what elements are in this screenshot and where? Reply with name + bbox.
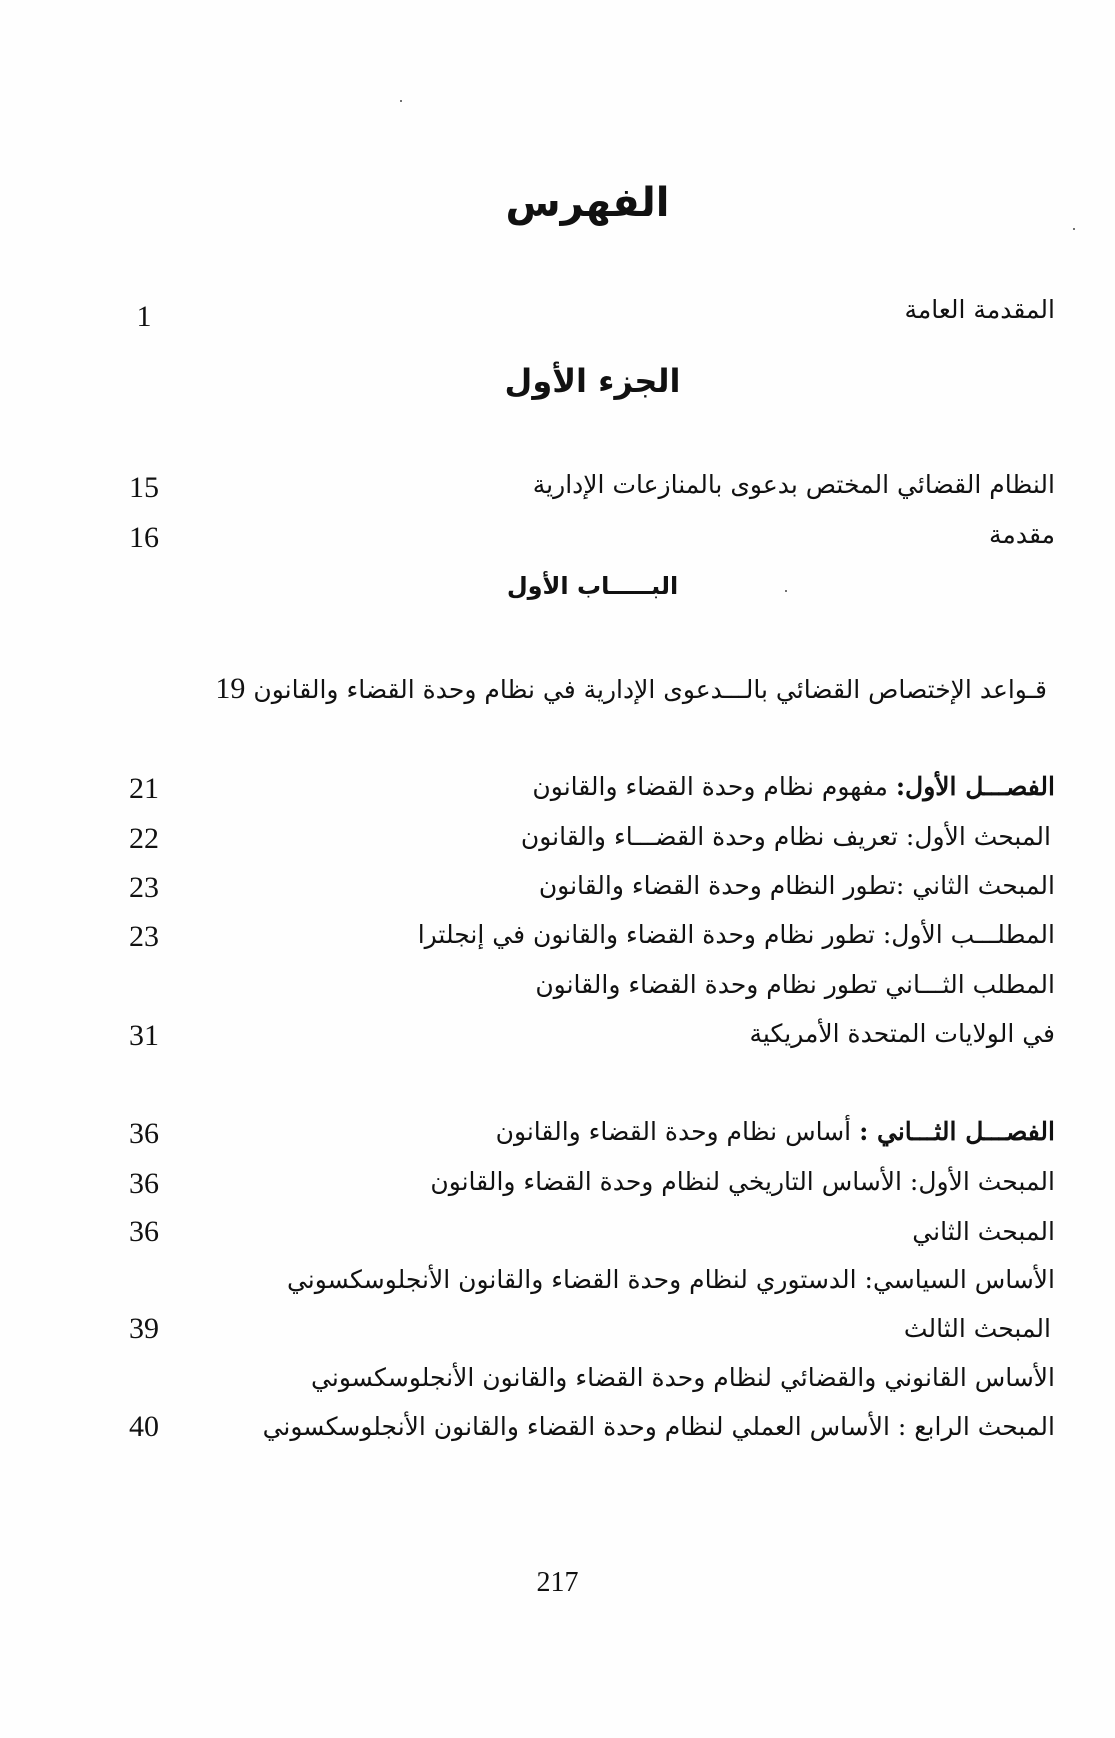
toc-entry <box>496 1117 1055 1146</box>
toc-entry-text: المطلب الثـــاني تطور نظام وحدة القضاء والقانون <box>535 970 1055 999</box>
toc-entry-text: مقدمة <box>989 520 1055 549</box>
toc-page-number: 23 <box>129 920 159 953</box>
toc-entry <box>535 970 1055 999</box>
scan-speck <box>1073 228 1075 230</box>
toc-entry-text: المبحث الثالث <box>903 1314 1051 1343</box>
toc-page-number: 19 <box>215 672 246 705</box>
toc-entry-text: المطلـــب الأول: تطور نظام وحدة القضاء والقانون في إنجلترا <box>417 920 1055 949</box>
part-heading: الجزء الأول <box>504 362 681 400</box>
toc-entry <box>311 1363 1055 1392</box>
toc-entry-text: مفهوم نظام وحدة القضاء والقانون <box>532 772 888 801</box>
toc-entry-general-intro <box>904 295 1055 324</box>
toc-page-number: 36 <box>129 1215 159 1248</box>
toc-entry-text: المقدمة العامة <box>904 295 1055 324</box>
footer-page-number: 217 <box>536 1567 579 1598</box>
toc-entry <box>263 1412 1055 1441</box>
toc-entry-text: المبحث الرابع : الأساس العملي لنظام وحدة القضاء والقانون الأنجلوسكسوني <box>262 1412 1055 1441</box>
toc-entry <box>539 871 1055 900</box>
toc-page-number: 36 <box>129 1167 159 1200</box>
toc-page-number: 36 <box>129 1117 159 1150</box>
toc-entry-label: الفصـــل الأول: <box>895 772 1055 801</box>
scan-speck <box>785 590 787 592</box>
toc-entry-text: أساس نظام وحدة القضاء والقانون <box>495 1117 852 1146</box>
toc-page-number: 15 <box>129 471 159 504</box>
toc-entry <box>521 822 1051 851</box>
toc-entry <box>418 920 1055 949</box>
toc-entry <box>904 1314 1051 1343</box>
toc-entry <box>912 1217 1055 1246</box>
toc-page-number: 40 <box>129 1410 159 1443</box>
toc-entry-text: المبحث الأول: تعريف نظام وحدة القضـــاء والقانون <box>520 822 1051 851</box>
toc-page-number: 39 <box>129 1312 159 1345</box>
toc-entry-text: الأساس السياسي: الدستوري لنظام وحدة القضاء والقانون الأنجلوسكسوني <box>286 1265 1055 1294</box>
toc-entry-label: الفصـــل الثـــاني : <box>859 1117 1055 1146</box>
toc-entry <box>989 520 1055 549</box>
scan-speck <box>400 100 402 102</box>
toc-entry-text: المبحث الثاني <box>912 1217 1055 1246</box>
toc-entry <box>287 1265 1055 1294</box>
toc-entry <box>532 772 1055 801</box>
toc-entry <box>533 470 1055 499</box>
toc-page-number: 31 <box>129 1019 159 1052</box>
toc-page-number: 22 <box>129 822 159 855</box>
toc-entry-text: المبحث الأول: الأساس التاريخي لنظام وحدة القضاء والقانون <box>430 1167 1055 1196</box>
toc-entry-text: النظام القضائي المختص بدعوى بالمنازعات الإدارية <box>532 470 1055 499</box>
toc-entry <box>430 1167 1055 1196</box>
toc-page-number: 23 <box>129 871 159 904</box>
toc-entry-text: المبحث الثاني :تطور النظام وحدة القضاء والقانون <box>538 871 1055 900</box>
toc-entry <box>215 672 1047 706</box>
toc-page-number: 16 <box>129 521 159 554</box>
toc-page-number: 21 <box>129 772 159 805</box>
toc-entry-text: الأساس القانوني والقضائي لنظام وحدة القضاء والقانون الأنجلوسكسوني <box>311 1363 1055 1392</box>
page-title: الفهرس <box>505 180 670 226</box>
chapter-heading: البـــــاب الأول <box>506 572 679 600</box>
toc-entry-text: في الولايات المتحدة الأمريكية <box>749 1019 1055 1048</box>
toc-entry-text: قـواعد الإختصاص القضائي بالـــدعوى الإدارية في نظام وحدة القضاء والقانون <box>253 675 1047 704</box>
toc-page-number: 1 <box>136 300 152 333</box>
toc-entry <box>750 1019 1056 1048</box>
